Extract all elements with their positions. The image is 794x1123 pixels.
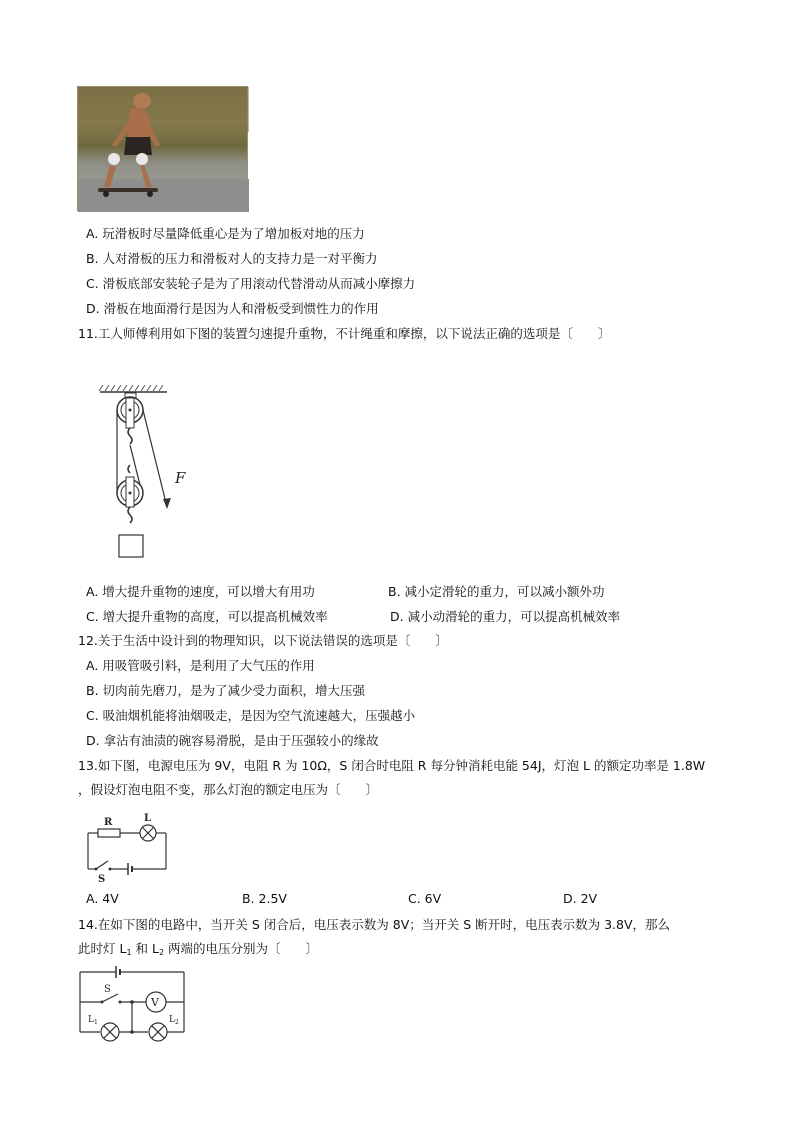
q13-option-b: B. 2.5V	[242, 891, 287, 906]
weight-block	[119, 535, 143, 557]
q14-stem-line1: 14.在如下图的电路中，当开关 S 闭合后，电压表示数为 8V；当开关 S 断开时，电压表示数为 3.8V，那么	[78, 917, 671, 932]
q10-option-a: A. 玩滑板时尽量降低重心是为了增加板对地的压力	[86, 226, 365, 241]
label-s: S	[98, 874, 106, 883]
q13-option-c: C. 6V	[408, 891, 442, 906]
label-l2: $L_2$	[169, 1015, 179, 1026]
q13-stem-line1: 13.如下图，电源电压为 9V，电阻 R 为 10Ω，S 闭合时电阻 R 每分钟消耗电能 54J，灯泡 L 的额定功率是 1.8W	[78, 758, 706, 773]
q14-circuit-diagram	[74, 960, 192, 1048]
q11-option-a: A. 增大提升重物的速度，可以增大有用功	[86, 584, 315, 599]
switch-symbol	[96, 861, 108, 869]
label-l: L	[144, 813, 152, 824]
skateboarder-photo	[77, 86, 248, 211]
q11-option-c: C. 增大提升重物的高度，可以提高机械效率	[86, 609, 328, 624]
switch-symbol	[102, 994, 118, 1002]
q12-option-a: A. 用吸管吸引料，是利用了大气压的作用	[86, 658, 315, 673]
q10-option-c: C. 滑板底部安装轮子是为了用滚动代替滑动从而减小摩擦力	[86, 276, 416, 291]
fixed-pulley	[117, 393, 143, 444]
q12-option-d: D. 拿沾有油渍的碗容易滑脱，是由于压强较小的缘故	[86, 733, 379, 748]
q12-option-b: B. 切肉前先磨刀，是为了减少受力面积，增大压强	[86, 683, 366, 698]
q13-option-a: A. 4V	[86, 891, 119, 906]
skateboarder-figure	[78, 87, 249, 212]
pulley-diagram	[95, 385, 205, 560]
q12-option-c: C. 吸油烟机能将油烟吸走，是因为空气流速越大，压强越小	[86, 708, 416, 723]
force-label: F	[175, 469, 186, 487]
q13-circuit-diagram	[84, 813, 174, 883]
q13-option-d: D. 2V	[563, 891, 598, 906]
q11-option-b: B. 减小定滑轮的重力，可以减小额外功	[388, 584, 605, 599]
q11-stem: 11.工人师傅利用如下图的装置匀速提升重物，不计绳重和摩擦，以下说法正确的选项是〔 〕	[78, 326, 611, 341]
label-v: V	[151, 996, 159, 1009]
q11-option-d: D. 减小动滑轮的重力，可以提高机械效率	[390, 609, 621, 624]
label-s: S	[104, 984, 111, 995]
q13-stem-line2: ，假设灯泡电阻不变，那么灯泡的额定电压为〔 〕	[78, 782, 379, 797]
label-l1: $L_1$	[88, 1015, 98, 1026]
q12-stem: 12.关于生活中设计到的物理知识，以下说法错误的选项是〔 〕	[78, 633, 448, 648]
resistor-symbol	[98, 829, 120, 837]
label-r: R	[104, 817, 113, 828]
q10-option-d: D. 滑板在地面滑行是因为人和滑板受到惯性力的作用	[86, 301, 379, 316]
q14-stem-line2: 此时灯 $L_1$ 和 $L_2$ 两端的电压分别为〔 〕	[78, 941, 319, 957]
movable-pulley	[117, 465, 143, 523]
q10-option-b: B. 人对滑板的压力和滑板对人的支持力是一对平衡力	[86, 251, 378, 266]
